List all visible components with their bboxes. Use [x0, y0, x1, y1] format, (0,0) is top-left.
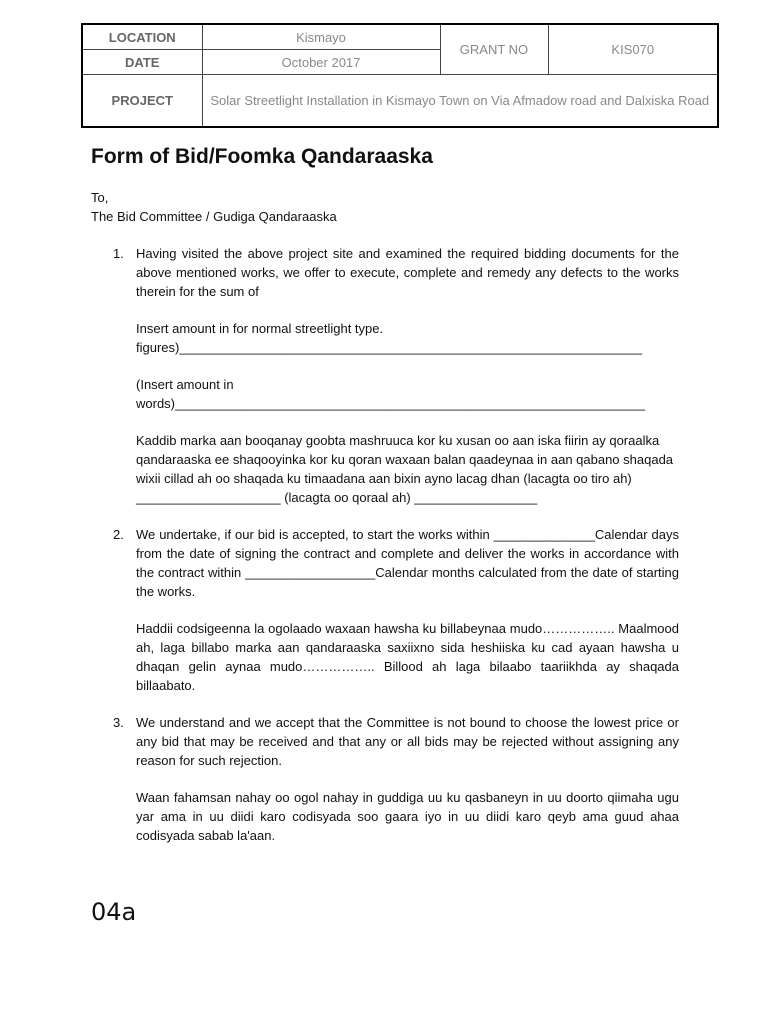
clause-3-acceptance-text: We understand and we accept that the Committee is not bound to choose the lowest price or any bid that may be received and that any or all bids may be rejected without assigning any reason for such rejection.	[136, 715, 679, 768]
project-label: PROJECT	[82, 75, 202, 128]
address-to: To,	[91, 190, 109, 205]
address-committee: The Bid Committee / Gudiga Qandaraaska	[91, 209, 337, 224]
grant-label: GRANT NO	[440, 24, 548, 75]
location-value: Kismayo	[202, 24, 440, 50]
header-info-table	[81, 23, 719, 128]
clause-1-somali-text: Kaddib marka aan booqanay goobta mashruuca kor ku xusan oo aan iska fiirin ay qoraalka qandaraaska ee shaqooyinka kor ku qoran waxaan balan qaadeynaa in aan qabano shaqada wixii cillad ah oo shaqada ku timaadana aan bixin ayno lacag dhan (lacagta oo tiro ah) ____________________ (lacagta oo qoraal ah) _________________	[136, 433, 674, 505]
clause-1-offer-text: Having visited the above project site and examined the required bidding documents for the above mentioned works, we offer to execute, complete and remedy any defects to the works therein for the sum of	[136, 246, 679, 299]
date-label: DATE	[82, 50, 202, 75]
clause-number: 1.	[113, 246, 124, 261]
location-label: LOCATION	[82, 24, 202, 50]
clause-3-somali-text: Waan fahamsan nahay oo ogol nahay in guddiga uu ku qasbaneyn in uu doorto qiimaha ugu yar ama in uu diidi karo codisyada soo gaara iyo in uu diidi karo qeyb ama guud ahaa codisyada sabab la'aan.	[136, 790, 679, 843]
clause-2-somali-text: Haddii codsigeenna la ogolaado waxaan hawsha ku billabeynaa mudo…………….. Maalmood ah, laga billabo marka aan qandaraaska saxiixno sida heshiiska ku cad ayaan hawsha u dhaqan gelin aynaa mudo…………….. Billood ah laga bilaabo taariikhda ay shaqada billaabato.	[136, 621, 679, 693]
form-code: 04a	[91, 898, 137, 926]
address-block	[91, 188, 337, 226]
grant-value: KIS070	[548, 24, 718, 75]
clause-number: 3.	[113, 715, 124, 730]
amount-figures-blank: figures)________________________________________________________________	[136, 340, 643, 355]
amount-words-label: (Insert amount in	[136, 377, 234, 392]
clause-2	[91, 525, 679, 695]
clause-1	[91, 244, 679, 507]
amount-words-blank: words)_________________________________________________________________	[136, 396, 645, 411]
bid-clauses-list	[91, 244, 679, 863]
form-title: Form of Bid/Foomka Qandaraaska	[91, 145, 433, 168]
amount-figures-field	[136, 319, 679, 357]
clause-number: 2.	[113, 527, 124, 542]
clause-2-undertaking-text: We undertake, if our bid is accepted, to start the works within ______________Calendar days from the date of signing the contract and complete and deliver the works in accordance with the contract within __________________Calendar months calculated from the date of starting the works.	[136, 527, 679, 599]
clause-3	[91, 713, 679, 845]
date-value: October 2017	[202, 50, 440, 75]
amount-words-field	[136, 375, 679, 413]
project-value: Solar Streetlight Installation in Kismayo Town on Via Afmadow road and Dalxiska Road	[202, 75, 718, 128]
amount-figures-label: Insert amount in for normal streetlight type.	[136, 321, 384, 336]
